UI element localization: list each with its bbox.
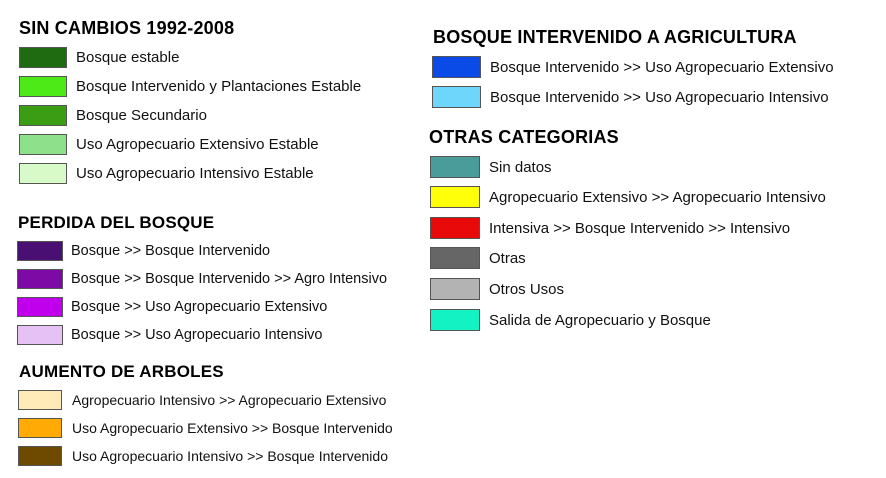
legend-swatch	[432, 86, 481, 108]
legend-label: Intensiva >> Bosque Intervenido >> Intensivo	[489, 219, 791, 237]
legend-item-bosque-estable	[19, 47, 179, 68]
legend-item-salida	[430, 309, 711, 331]
legend-swatch	[19, 76, 67, 97]
legend-label: Bosque estable	[76, 49, 180, 66]
legend-item-sin-datos	[430, 156, 552, 178]
legend-swatch	[18, 446, 62, 466]
legend-swatch	[17, 241, 63, 261]
legend-swatch	[430, 278, 480, 300]
legend-swatch	[18, 390, 62, 410]
legend-label: Bosque Secundario	[76, 107, 207, 124]
legend-item-agro-intensivo	[17, 269, 387, 289]
legend-group-title: OTRAS CATEGORIAS	[429, 127, 619, 147]
legend-item-intensivo-extensivo	[18, 390, 386, 410]
legend-swatch	[432, 56, 481, 78]
legend-item-otras	[430, 247, 526, 269]
legend-item-intensiva-bosque	[430, 217, 790, 239]
legend-group-title: AUMENTO DE ARBOLES	[19, 362, 224, 381]
legend-item-bosque-intervenido-plantaciones	[19, 76, 361, 97]
legend-item-intervenido-intensivo	[432, 86, 829, 108]
legend-label: Bosque Intervenido y Plantaciones Estable	[76, 78, 362, 95]
legend-swatch	[19, 163, 67, 184]
legend-label: Bosque Intervenido >> Uso Agropecuario Intensivo	[490, 88, 829, 106]
legend-label: Uso Agropecuario Intensivo Estable	[76, 165, 314, 182]
legend-group-title: SIN CAMBIOS 1992-2008	[19, 18, 235, 38]
legend-label: Bosque >> Bosque Intervenido	[71, 243, 271, 259]
legend-label: Uso Agropecuario Intensivo >> Bosque Intervenido	[72, 448, 388, 464]
legend-swatch	[18, 418, 62, 438]
legend-label: Bosque >> Uso Agropecuario Intensivo	[71, 327, 323, 343]
legend-label: Bosque >> Bosque Intervenido >> Agro Intensivo	[71, 271, 388, 287]
legend-swatch	[430, 217, 480, 239]
legend-item-extensivo-bosque	[18, 418, 393, 438]
legend-swatch	[19, 105, 67, 126]
legend-item-intervenido-extensivo	[432, 56, 834, 78]
legend-item-bosque-intensivo	[17, 325, 323, 345]
legend-item-intensivo-estable	[19, 163, 314, 184]
legend-swatch	[19, 47, 67, 68]
legend-group-title: BOSQUE INTERVENIDO A AGRICULTURA	[433, 27, 797, 47]
legend-swatch	[19, 134, 67, 155]
legend-swatch	[17, 325, 63, 345]
legend-label: Agropecuario Extensivo >> Agropecuario Intensivo	[489, 188, 826, 206]
legend-swatch	[17, 269, 63, 289]
legend-label: Bosque >> Uso Agropecuario Extensivo	[71, 299, 328, 315]
legend-item-extensivo-estable	[19, 134, 319, 155]
legend-swatch	[17, 297, 63, 317]
legend-swatch	[430, 247, 480, 269]
legend-label: Sin datos	[489, 158, 552, 176]
legend-label: Uso Agropecuario Extensivo >> Bosque Intervenido	[72, 420, 393, 436]
legend-label: Salida de Agropecuario y Bosque	[489, 311, 711, 329]
legend-label: Otros Usos	[489, 280, 565, 298]
legend-group-title: PERDIDA DEL BOSQUE	[18, 213, 215, 232]
legend-label: Uso Agropecuario Extensivo Estable	[76, 136, 319, 153]
legend-swatch	[430, 156, 480, 178]
legend-label: Bosque Intervenido >> Uso Agropecuario Extensivo	[490, 58, 834, 76]
legend-swatch	[430, 186, 480, 208]
legend-item-bosque-intervenido	[17, 241, 270, 261]
legend-label: Otras	[489, 249, 526, 267]
legend-item-bosque-extensivo	[17, 297, 327, 317]
legend-item-otros-usos	[430, 278, 564, 300]
legend-item-intensivo-bosque	[18, 446, 388, 466]
legend-label: Agropecuario Intensivo >> Agropecuario Extensivo	[72, 392, 387, 408]
legend-swatch	[430, 309, 480, 331]
legend-item-bosque-secundario	[19, 105, 207, 126]
legend-item-extensivo-intensivo	[430, 186, 826, 208]
